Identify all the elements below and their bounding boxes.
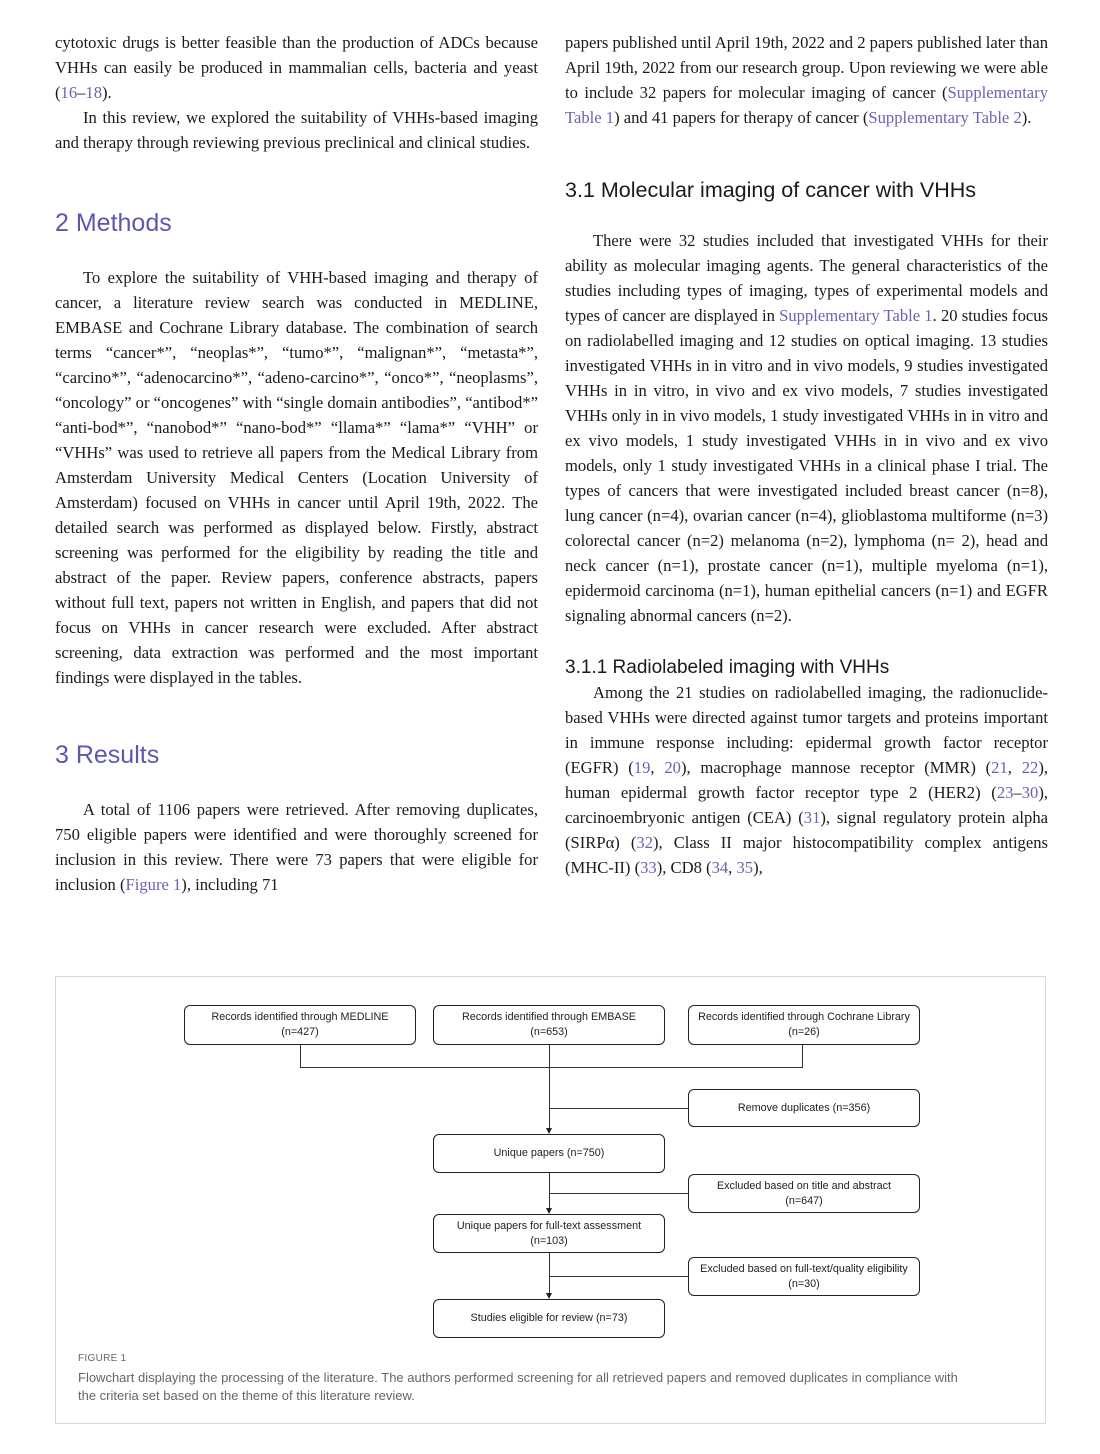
citation-link[interactable]: 20	[664, 758, 681, 777]
methods-paragraph: To explore the suitability of VHH-based imaging and therapy of cancer, a literature review search was conducted in MEDLINE, EMBASE and Cochrane Library database. The combination of search terms “cancer*”, “neoplas*”, “tumo*”, “malignan*”, “metasta*”, “carcino*”, “adenocarcino*”, “adeno-carcino*”, “onco*”, “neoplasms”, “oncology” or “oncogenes” with “single domain antibodies”, “antibod*” “anti-bod*”, “nanobod*” “nano-bod*” “llama*” “lama*” “VHH” or “VHHs” was used to retrieve all papers from the Medical Library from Amsterdam University Medical Centers (Location University of Amsterdam) focused on VHHs in cancer until April 19th, 2022. The detailed search was performed as displayed below. Firstly, abstract screening was performed for the eligibility by reading the title and abstract of the paper. Review papers, conference abstracts, papers without full text, papers not written in English, and papers that did not focus on VHHs in cancer research were excluded. After abstract screening, data extraction was performed and the most important findings were displayed in the tables.	[55, 268, 538, 687]
citation-link[interactable]: 19	[633, 758, 651, 777]
box-unique-papers: Unique papers (n=750)	[433, 1134, 665, 1173]
citation-link[interactable]: 22	[1021, 758, 1039, 777]
figure-1-flowchart	[55, 976, 1046, 1424]
box-embase: Records identified through EMBASE (n=653)	[433, 1005, 665, 1045]
right-column	[565, 30, 1048, 880]
connector-line	[802, 1045, 803, 1068]
citation-link-16[interactable]: 16	[60, 83, 78, 102]
connector-line	[549, 1173, 550, 1208]
figure-label: FIGURE 1	[78, 1353, 127, 1364]
figure-caption: Flowchart displaying the processing of the literature. The authors performed screening for all retrieved papers and removed duplicates in compliance with the criteria set based on the theme of this literature review.	[78, 1370, 958, 1403]
results-heading: 3 Results	[55, 741, 160, 769]
connector-line	[300, 1045, 301, 1068]
methods-heading: 2 Methods	[55, 209, 172, 237]
box-full-text-assessment: Unique papers for full-text assessment (n=103)	[433, 1214, 665, 1253]
citation-link[interactable]: 33	[640, 858, 657, 877]
box-medline: Records identified through MEDLINE (n=427)	[184, 1005, 416, 1045]
connector-line	[300, 1067, 803, 1068]
intro-paragraph-1: cytotoxic drugs is better feasible than the production of ADCs because VHHs can easily be produced in mammalian cells, bacteria and yeast (16–18).	[55, 33, 538, 102]
box-excluded-full-text: Excluded based on full-text/quality eligibility (n=30)	[688, 1257, 920, 1296]
citation-link[interactable]: 31	[803, 808, 821, 827]
box-remove-duplicates: Remove duplicates (n=356)	[688, 1089, 920, 1127]
citation-link[interactable]: 21	[991, 758, 1008, 777]
supplementary-table-1-link[interactable]: Supplementary Table 1	[779, 306, 933, 325]
connector-line	[549, 1193, 688, 1194]
results-continued-paragraph: papers published until April 19th, 2022 and 2 papers published later than April 19th, 2022 from our research group. Upon reviewing we were able to include 32 papers for molecular imaging of cancer (Supplementary Table 1) and 41 papers for therapy of cancer (Supplementary Table 2).	[565, 33, 1048, 127]
box-studies-eligible: Studies eligible for review (n=73)	[433, 1299, 665, 1338]
citation-link[interactable]: 30	[1021, 783, 1039, 802]
connector-line	[549, 1253, 550, 1293]
citation-link[interactable]: 34	[711, 858, 729, 877]
supplementary-table-1-link[interactable]: Supplementary Table 1	[565, 83, 1048, 127]
citation-link-18[interactable]: 18	[85, 83, 103, 102]
radiolabeled-imaging-heading: 3.1.1 Radiolabeled imaging with VHHs	[565, 657, 890, 678]
citation-link[interactable]: 32	[636, 833, 653, 852]
left-column	[55, 30, 538, 897]
intro-paragraph-2: In this review, we explored the suitability of VHHs-based imaging and therapy through reviewing previous preclinical and clinical studies.	[55, 108, 538, 152]
molecular-imaging-paragraph: There were 32 studies included that investigated VHHs for their ability as molecular imaging agents. The general characteristics of the studies including types of imaging, types of experimental models and types of cancer are displayed in Supplementary Table 1. 20 studies focus on radiolabelled imaging and 12 studies on optical imaging. 13 studies investigated VHHs in in vitro and in vivo models, 9 studies investigated VHHs in in vitro, in vivo and ex vivo models, 7 studies investigated VHHs only in in vivo models, 1 study investigated VHHs in in vitro and ex vivo models, 1 study investigated VHHs in in vivo and ex vivo models, only 1 study investigated VHHs in a clinical phase I trial. The types of cancers that were investigated included breast cancer (n=8), lung cancer (n=4), ovarian cancer (n=4), glioblastoma multiforme (n=3) colorectal cancer (n=2) melanoma (n=2), lymphoma (n= 2), head and neck cancer (n=1), prostate cancer (n=1), multiple myeloma (n=1), epidermoid carcinoma (n=1), human epithelial cancers (n=1) and EGFR signaling abnormal cancers (n=2).	[565, 231, 1048, 625]
radiolabeled-imaging-paragraph: Among the 21 studies on radiolabelled imaging, the radionuclide-based VHHs were directed against tumor targets and proteins important in immune response including: epidermal growth factor receptor (EGFR) (19, 20), macrophage mannose receptor (MMR) (21, 22), human epidermal growth factor receptor type 2 (HER2) (23–30), carcinoembryonic antigen (CEA) (31), signal regulatory protein alpha (SIRPα) (32), Class II major histocompatibility complex antigens (MHC-II) (33), CD8 (34, 35),	[565, 683, 1048, 877]
figure-1-link[interactable]: Figure 1	[125, 875, 182, 894]
molecular-imaging-heading: 3.1 Molecular imaging of cancer with VHHs	[565, 178, 977, 202]
connector-line	[549, 1108, 688, 1109]
box-excluded-title-abstract: Excluded based on title and abstract (n=647)	[688, 1174, 920, 1213]
citation-link[interactable]: 35	[736, 858, 754, 877]
results-paragraph: A total of 1106 papers were retrieved. After removing duplicates, 750 eligible papers were identified and were thoroughly screened for inclusion in this review. There were 73 papers that were eligible for inclusion (Figure 1), including 71	[55, 800, 538, 894]
supplementary-table-2-link[interactable]: Supplementary Table 2	[868, 108, 1022, 127]
citation-link[interactable]: 23	[996, 783, 1014, 802]
connector-line	[549, 1276, 688, 1277]
box-cochrane: Records identified through Cochrane Library (n=26)	[688, 1005, 920, 1045]
connector-line	[549, 1045, 550, 1129]
